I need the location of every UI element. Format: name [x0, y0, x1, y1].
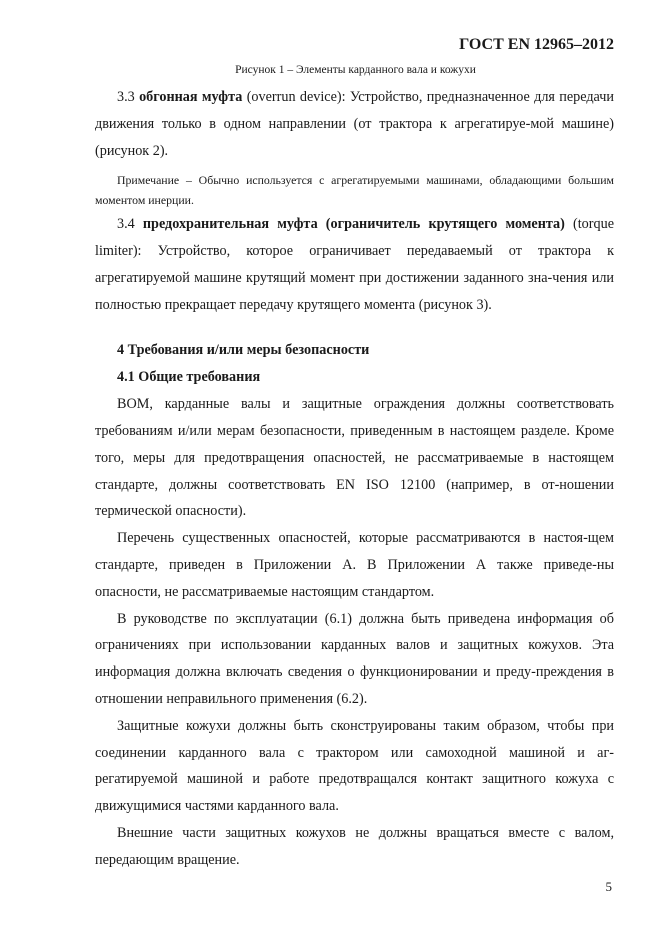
clause-text: (overrun device): Устройство, предназначенное для передачи движения только в одном направлении (от трактора к агрегатируе-мой машине) (рисунок 2). — [95, 89, 615, 159]
paragraph: ВОМ, карданные валы и защитные ограждения должны соответствовать требованиям и/или мерам безопасности, приведенным в настоящем разделе. Кроме того, меры для предотвращения опасностей, не рассматриваемые в настоящем стандарте, должны соответствовать EN ISO 12100 (например, в от-ношении термической опасности). — [95, 396, 614, 520]
paragraph: Внешние части защитных кожухов не должны вращаться вместе с валом, передающим вращение. — [95, 824, 614, 868]
term-title: обгонная муфта — [139, 89, 243, 105]
figure-caption: Рисунок 1 – Элементы карданного вала и кожухи — [235, 64, 476, 76]
clause-number: 3.3 — [117, 89, 135, 105]
paragraph: В руководстве по эксплуатации (6.1) должна быть приведена информация об ограничениях при использовании карданных валов и защитных кожухов. Эта информация должна включать сведения о функционировании и преду-преждения в отношении неправильного применения (6.2). — [95, 610, 614, 707]
subsection-heading: 4.1 Общие требования — [117, 369, 261, 386]
document-body — [95, 84, 614, 874]
paragraph: Защитные кожухи должны быть сконструированы таким образом, чтобы при соединении карданного вала с трактором или самоходной машиной и аг-регатируемой машиной и работе предотвращался контакт защитного кожуха с движущимися частями карданного вала. — [95, 717, 614, 815]
standard-header: ГОСТ EN 12965–2012 — [459, 36, 614, 53]
clause-3-3 — [95, 84, 614, 164]
note: Примечание – Обычно используется с агрегатируемыми машинами, обладающими большим моментом инерции. — [95, 173, 614, 208]
clause-text: (torque limiter): Устройство, которое ограничивает передаваемый от трактора к агрегатируемой машине крутящий момент при достижении заданного зна-чения или полностью прекращает передачу крутящего момента (рисунок 3). — [95, 216, 614, 313]
clause-number: 3.4 — [117, 216, 135, 233]
page-number: 5 — [605, 879, 612, 894]
section-heading: 4 Требования и/или меры безопасности — [117, 341, 370, 358]
clause-3-4 — [95, 211, 614, 318]
term-title: предохранительная муфта (ограничитель крутящего момента) — [142, 216, 565, 233]
paragraph: Перечень существенных опасностей, которые рассматриваются в настоя-щем стандарте, приведен в Приложении А. В Приложении А также приведе-ны опасности, не рассматриваемые настоящим стандартом. — [95, 530, 614, 600]
